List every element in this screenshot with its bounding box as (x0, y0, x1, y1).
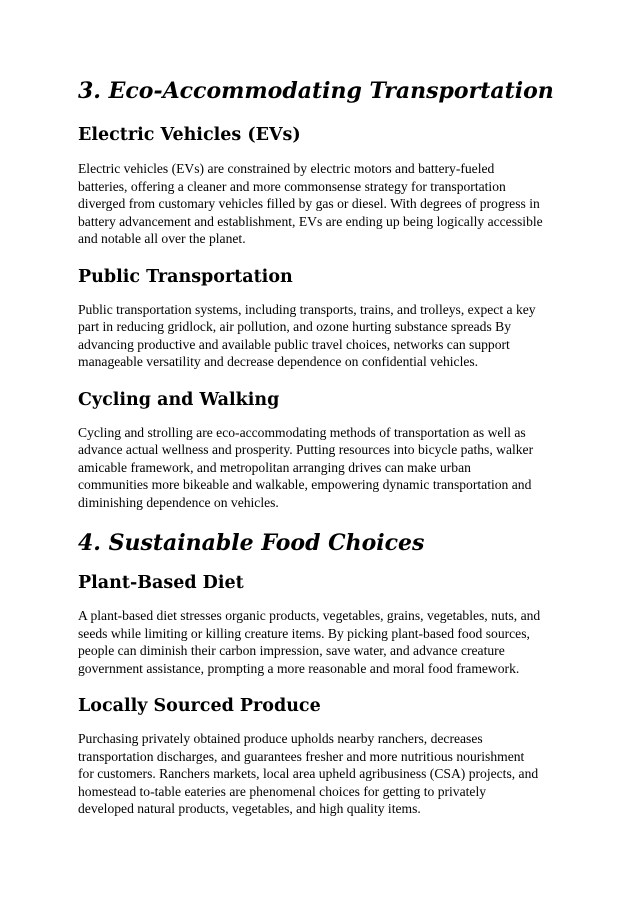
text-line: seeds while limiting or killing creature items. By picking plant-based food sources, (78, 625, 530, 641)
paragraph (78, 607, 562, 677)
text-line: developed natural products, vegetables, and high quality items. (78, 801, 421, 816)
section-title: 3. Eco-Accommodating Transportation (78, 78, 554, 104)
subsection-heading: Cycling and Walking (78, 389, 280, 410)
text-line: battery advancement and establishment, EVs are ending up being logically accessible (78, 213, 543, 229)
text-line: Purchasing privately obtained produce upholds nearby ranchers, decreases (78, 731, 483, 746)
text-line: diverged from customary vehicles filled by gas or diesel. With degrees of progress in (78, 196, 540, 211)
text-line: amicable framework, and metropolitan arranging drives can make urban (78, 459, 471, 475)
document-page (78, 76, 562, 818)
subsection-heading: Electric Vehicles (EVs) (78, 125, 301, 145)
paragraph (78, 160, 562, 248)
text-line: part in reducing gridlock, air pollution, and ozone hurting substance spreads By (78, 319, 512, 334)
text-line: advance actual wellness and prosperity. Putting resources into bicycle paths, walker (78, 442, 534, 457)
section-title: 4. Sustainable Food Choices (78, 530, 425, 556)
text-line: government assistance, prompting a more reasonable and moral food framework. (78, 660, 520, 676)
subsection-heading: Plant-Based Diet (78, 573, 244, 593)
paragraph (78, 301, 562, 371)
text-line: A plant-based diet stresses organic products, vegetables, grains, vegetables, nuts, and (78, 608, 541, 623)
subsection-heading: Public Transportation (78, 266, 293, 287)
paragraph (78, 424, 562, 512)
text-line: Cycling and strolling are eco-accommodating methods of transportation as well as (78, 424, 526, 440)
text-line: Public transportation systems, including transports, trains, and trolleys, expect a key (78, 301, 536, 317)
subsection-heading: Locally Sourced Produce (78, 696, 321, 716)
text-line: manageable versatility and decrease dependence on confidential vehicles. (78, 354, 479, 369)
text-line: transportation discharges, and guarantees fresher and more nutritious nourishment (78, 748, 525, 764)
text-line: for customers. Ranchers markets, local area upheld agribusiness (CSA) projects, and (78, 766, 539, 781)
text-line: homestead to-table eateries are phenomenal choices for getting to privately (78, 783, 487, 799)
text-line: and notable all over the planet. (78, 231, 246, 246)
text-line: diminishing dependence on vehicles. (78, 494, 279, 510)
text-line: communities more bikeable and walkable, empowering dynamic transportation and (78, 477, 532, 492)
text-line: advancing productive and available public travel choices, networks can support (78, 336, 510, 352)
text-line: people can diminish their carbon impression, save water, and advance creature (78, 643, 505, 658)
paragraph (78, 730, 562, 818)
text-line: Electric vehicles (EVs) are constrained by electric motors and battery-fueled (78, 161, 495, 176)
text-line: batteries, offering a cleaner and more commonsense strategy for transportation (78, 178, 506, 194)
